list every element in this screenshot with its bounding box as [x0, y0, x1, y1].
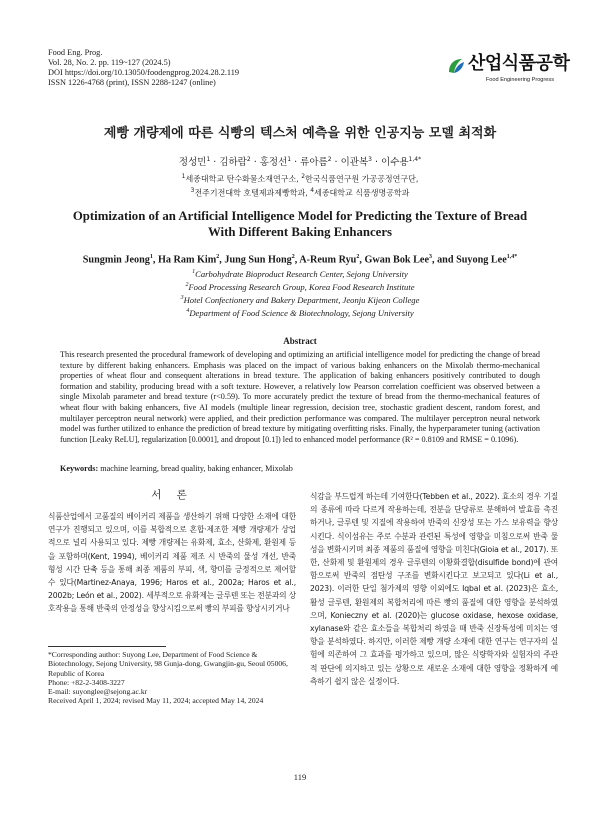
- author: A-Reum Ryu: [299, 254, 357, 266]
- korean-authors: 정성민$^1$ · 김하람$^2$ · 홍정선$^1$ · 류아름$^2$ · 이관복$^3$ · 이수용$^{1,4*}$: [178, 155, 422, 168]
- footnote-rule: [48, 646, 166, 647]
- volume-line: Vol. 28, No. 2. pp. 119~127 (2024.5): [48, 58, 171, 67]
- author: 이관복: [340, 157, 369, 168]
- journal-meta: [48, 48, 239, 88]
- author: Gwan Bok Lee: [364, 254, 429, 266]
- affil-line: $^1$세종대학교 탄수화물소재연구소, $^2$한국식품연구원 가공공정연구단,: [181, 173, 419, 184]
- author: Sungmin Jeong: [82, 254, 150, 266]
- logo-title: 산업식품공학: [468, 53, 570, 74]
- abstract-heading: Abstract: [283, 336, 317, 346]
- author: Jung Sun Hong: [224, 254, 292, 266]
- page-number: 119: [293, 772, 307, 782]
- affil-line: $^3$Hotel Confectionery and Bakery Department, Jeonju Kijeon College: [180, 294, 420, 305]
- journal-logo-mark-icon: [446, 56, 466, 76]
- keywords-label: Keywords:: [60, 464, 99, 473]
- keywords: [60, 464, 540, 473]
- author: 정성민: [178, 157, 207, 168]
- english-title: Optimization of an Artificial Intelligence Model for Predicting the Texture of Bread With Different Baking Enhancers: [72, 209, 528, 239]
- korean-affiliations: [0, 171, 600, 198]
- affil-line: $^2$Food Processing Research Group, Korea Food Research Institute: [185, 281, 415, 292]
- issn-line: ISSN 1226-4768 (print), ISSN 2288-1247 (online): [48, 78, 216, 87]
- intro-left-column: 식품산업에서 고품질의 베이커리 제품을 생산하기 위해 다양한 소재에 대한 연구가 진행되고 있으며, 이를 복합적으로 혼합·제조한 제빵 개량제가 상업적으로 널리 사용되고 있다. 제빵 개량제는 유화제, 효소, 산화제, 환원제 등을 포함하며(Kent, 1994), 베이커리 제품 제조 시 반죽의 물성 개선, 반죽 형성 시간 단축 등을 통해 최종 제품의 부피, 색, 향미를 긍정적으로 제어할 수 있다(Martinez-Anaya, 1996; Haros et al., 2002a; Haros et al., 2002b; León et al., 2002). 세부적으로 유화제는 글루텐 또는 전분과의 상호작용을 통해 반죽의 안정성을 향상시킴으로써 빵의 부피를 향상시키거나: [48, 512, 296, 614]
- logo-subtitle: Food Engineering Progress: [485, 77, 554, 83]
- keywords-text: machine learning, bread quality, baking enhancer, Mixolab: [100, 464, 293, 473]
- footnote: [48, 650, 298, 706]
- author: 이수용: [381, 157, 409, 168]
- footnote-line: *Corresponding author: Suyong Lee, Department of Food Science & Biotechnology, Sejong University, 98 Gunja-dong, Gwangjin-gu, Seoul 05006, Republic of Korea: [48, 650, 288, 678]
- author: Ha Ram Kim: [157, 254, 217, 266]
- affil-line: $^3$전주기전대학 호텔제과제빵학과, $^4$세종대학교 식품생명공학과: [190, 186, 410, 198]
- journal-logo: [446, 52, 570, 92]
- korean-title: 제빵 개량제에 따른 식빵의 텍스처 예측을 위한 인공지능 모델 최적화: [103, 126, 497, 141]
- author: 홍정선: [259, 157, 288, 168]
- author: 류아름: [300, 157, 328, 168]
- author: 김하람: [219, 157, 247, 168]
- affil-line: $^4$Department of Food Science & Biotechnology, Sejong University: [186, 308, 414, 319]
- footnote-line: Phone: +82-2-3408-3227: [48, 677, 125, 687]
- abstract-body: This research presented the procedural framework of developing and optimizing an artificial intelligence model for predicting the change of bread texture by different baking enhancers. Emphasis was placed on the impact of various baking enhancers on the Mixolab thermo-mechanical properties of wheat flour and consequent alterations in bread texture. The application of baking enhancers positively contributed to dough formation and stability, producing bread with a soft texture. However, a relatively low Pearson correlation coefficient was observed between a single Mixolab parameter and bread texture (r<0.59). To more accurately predict the texture of bread from the thermo-mechanical features of wheat flour with baking enhancers, five AI models (multiple linear regression, decision tree, stochastic gradient descent, random forest, and multilayer perceptron neural network) were applied, and their prediction performance was compared. The multilayer perceptron neural network model was further utilized to enhance the prediction of bread texture by mitigating overfitting risks. Finally, the hyperparameter tuning (activation function [Leaky ReLU], regularization [0.0001], and dropout [0.1]) led to enhanced model performance (R² = 0.8109 and RMSE = 0.1096).: [60, 350, 540, 444]
- english-authors: Sungmin Jeong$^1$, Ha Ram Kim$^2$, Jung Sun Hong$^2$, A-Reum Ryu$^2$, Gwan Bok Lee$^3$, and Suyong Lee$^{1,4*}$: [82, 254, 518, 266]
- intro-right-column: 식감을 부드럽게 하는데 기여한다(Tebben et al., 2022). 효소의 경우 기질의 종류에 따라 다르게 작용하는데, 전분을 단당류로 분해하여 발효를 촉진하거나, 글루텐 및 지질에 작용하여 반죽의 신장성 또는 가스 보유력을 향상시킨다. 식이섬유는 주로 수분과 관련된 특성에 영향을 미침으로써 반죽 물성을 변화시키며 최종 제품의 품질에 영향을 미친다(Gioia et al., 2017). 또한, 산화제 및 환원제의 경우 글루텐의 이황화결합(disulfide bond)에 관여함으로써 반죽의 점탄성 구조를 변화시킨다고 보고되고 있다(Li et al., 2023). 이러한 단일 첨가제의 영향 이외에도 Iqbal et al. (2023)은 효소, 활성 글루텐, 환원제의 복합처리에 따른 빵의 품질에 대한 영향을 분석하였으며, Konieczny et al. (2020)는 glucose oxidase, hexose oxidase, xylanase와 같은 효소들을 복합처리 하였을 때 반죽 신장특성에 미치는 영향을 분석하였다. 하지만, 이러한 제빵 개량 소재에 대한 연구는 연구자의 실험에 의존하여 그 효과를 평가하고 있으며, 많은 식량학자와 실험자의 주관적 판단에 의지하고 있는 상황으로 새로운 소재에 대한 영향을 정확하게 예측하기 쉽지 않은 실정이다.: [310, 492, 558, 686]
- doi-line: DOI https://doi.org/10.13050/foodengprog.2024.28.2.119: [48, 68, 240, 77]
- author: Suyong Lee: [456, 254, 507, 266]
- intro-heading: 서 론: [151, 489, 193, 501]
- english-affiliations: [0, 267, 600, 319]
- journal-name: Food Eng. Prog.: [48, 48, 103, 57]
- footnote-line: Received April 1, 2024; revised May 11, 2024; accepted May 14, 2024: [48, 696, 264, 706]
- footnote-line: E-mail: suyonglee@sejong.ac.kr: [48, 687, 148, 697]
- affil-line: $^1$Carbohydrate Bioproduct Research Center, Sejong University: [192, 268, 408, 279]
